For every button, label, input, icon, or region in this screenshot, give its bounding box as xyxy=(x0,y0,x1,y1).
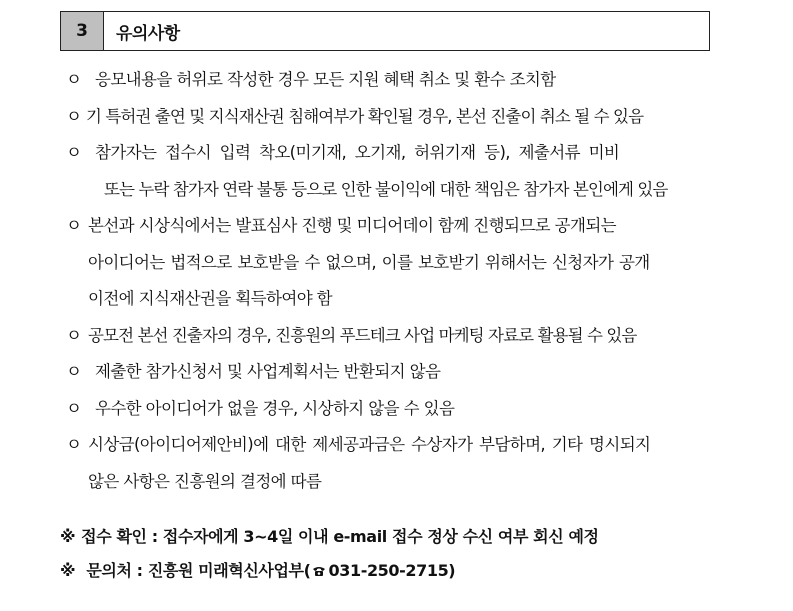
notice-text: 본선과 시상식에서는 발표심사 진행 및 미디어데이 함께 진행되므로 공개되는 xyxy=(88,216,617,235)
notice-item xyxy=(66,99,736,136)
bullet-icon: ㅇ xyxy=(66,216,82,235)
notice-text: 않은 사항은 진흥원의 결정에 따름 xyxy=(88,471,322,491)
notice-text: 응모내용을 허위로 작성한 경우 모든 지원 혜택 취소 및 환수 조치함 xyxy=(95,70,556,89)
bullet-icon: ㅇ xyxy=(66,325,82,345)
section-header xyxy=(60,11,710,51)
bullet-icon: ㅇ xyxy=(66,362,82,381)
section-title: 유의사항 xyxy=(116,23,180,44)
receipt-confirmation-note xyxy=(60,520,760,554)
bullet-icon: ㅇ xyxy=(66,435,82,454)
confirm-label: 접수 확인 : xyxy=(81,527,158,546)
notice-item xyxy=(66,354,736,391)
footer-notes xyxy=(60,520,760,588)
reference-mark: ※ xyxy=(60,561,76,580)
bullet-icon: ㅇ xyxy=(66,70,82,89)
notice-item xyxy=(66,62,736,99)
notice-text: 이전에 지식재산권을 획득하여야 함 xyxy=(88,289,333,308)
section-number: 3 xyxy=(61,12,104,50)
confirm-text: 접수자에게 3~4일 이내 e-mail 접수 정상 수신 여부 회신 예정 xyxy=(162,527,599,546)
notice-text: 아이디어는 법적으로 보호받을 수 없으며, 이를 보호받기 위해서는 신청자가 공개 xyxy=(88,252,650,272)
notice-item xyxy=(66,135,736,208)
notice-item xyxy=(66,391,736,428)
contact-label: 문의처 : xyxy=(86,561,143,580)
notice-text: 공모전 본선 진출자의 경우, 진흥원의 푸드테크 사업 마케팅 자료로 활용될 수 있음 xyxy=(88,325,637,345)
notice-text: 또는 누락 참가자 연락 불통 등으로 인한 불이익에 대한 책임은 참가자 본인에게 있음 xyxy=(104,179,668,199)
notice-item xyxy=(66,427,736,500)
notice-list xyxy=(66,62,736,500)
notice-text: 기 특허권 출연 및 지식재산권 침해여부가 확인될 경우, 본선 진출이 취소 될 수 있음 xyxy=(86,106,644,126)
phone-icon xyxy=(312,565,326,577)
bullet-icon: ㅇ xyxy=(66,398,82,418)
bullet-icon: ㅇ xyxy=(66,106,82,126)
notice-text: 참가자는 접수시 입력 착오(미기재, 오기재, 허위기재 등), 제출서류 미비 xyxy=(95,143,620,162)
notice-item xyxy=(66,318,736,355)
contact-org: 진흥원 미래혁신사업부( xyxy=(147,561,311,580)
contact-phone: 031-250-2715) xyxy=(328,561,456,580)
notice-text: 우수한 아이디어가 없을 경우, 시상하지 않을 수 있음 xyxy=(95,398,455,418)
contact-note xyxy=(60,554,760,588)
notice-item xyxy=(66,208,736,318)
notice-text: 제출한 참가신청서 및 사업계획서는 반환되지 않음 xyxy=(95,362,441,381)
notice-text: 시상금(아이디어제안비)에 대한 제세공과금은 수상자가 부담하며, 기타 명시되지 xyxy=(88,435,651,454)
reference-mark: ※ xyxy=(60,527,76,546)
bullet-icon: ㅇ xyxy=(66,143,82,162)
